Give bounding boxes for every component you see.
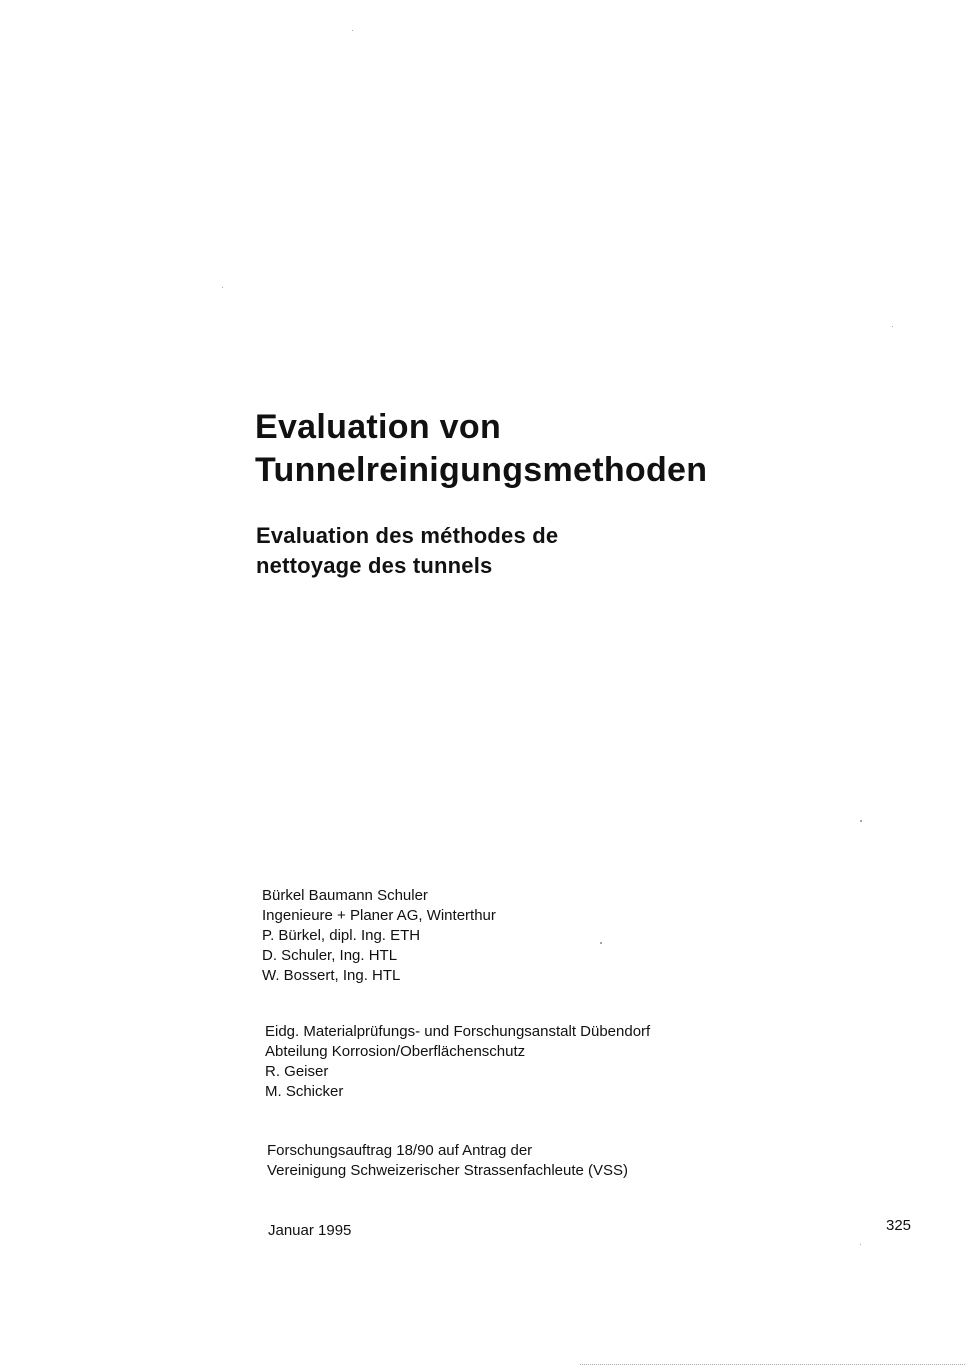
title-german-line-2: Tunnelreinigungsmethoden: [255, 451, 708, 489]
scan-speck: [892, 326, 893, 327]
title-french: [256, 521, 558, 581]
author-name: M. Schicker: [265, 1083, 344, 1100]
author-name: R. Geiser: [265, 1063, 329, 1080]
author-name: W. Bossert, Ing. HTL: [262, 967, 401, 984]
author-group-engineering-firm: [262, 886, 496, 986]
date-text: Januar 1995: [268, 1222, 352, 1239]
scan-edge-line: [580, 1364, 965, 1365]
research-commission: [267, 1141, 628, 1181]
company-location: Ingenieure + Planer AG, Winterthur: [262, 907, 496, 924]
page-number: 325: [886, 1217, 912, 1234]
title-german-line-1: Evaluation von: [255, 408, 502, 446]
author-name: D. Schuler, Ing. HTL: [262, 947, 398, 964]
author-group-empa: [265, 1022, 650, 1102]
title-german: [255, 406, 707, 492]
author-name: P. Bürkel, dipl. Ing. ETH: [262, 927, 421, 944]
title-french-line-2: nettoyage des tunnels: [256, 553, 493, 578]
company-name: Bürkel Baumann Schuler: [262, 887, 428, 904]
scan-speck: [352, 30, 353, 31]
commission-line-2: Vereinigung Schweizerischer Strassenfachleute (VSS): [267, 1162, 629, 1179]
title-french-line-1: Evaluation des méthodes de: [256, 523, 559, 548]
department-name: Abteilung Korrosion/Oberflächenschutz: [265, 1043, 526, 1060]
scan-speck: [600, 942, 602, 944]
institution-name: Eidg. Materialprüfungs- und Forschungsanstalt Dübendorf: [265, 1023, 651, 1040]
scan-speck: [860, 1244, 861, 1245]
scan-speck: [222, 287, 223, 288]
commission-line-1: Forschungsauftrag 18/90 auf Antrag der: [267, 1142, 533, 1159]
scan-speck: [860, 820, 862, 822]
publication-date: [268, 1221, 351, 1241]
